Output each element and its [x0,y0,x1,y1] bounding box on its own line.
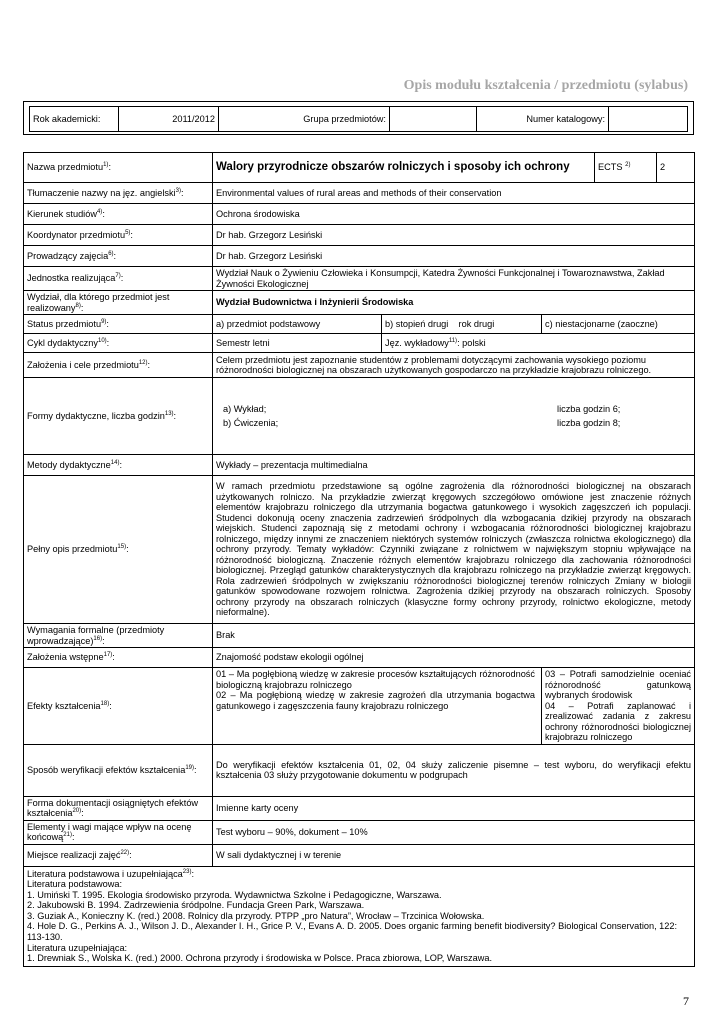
ects-label: ECTS $^{2)}$ [595,153,657,183]
form-lecture: a) Wykład; [223,403,267,414]
objectives-label: Założenia i cele przedmiotu$^{12)}$: [24,353,213,378]
status-type: a) przedmiot podstawowy [213,315,382,334]
literature-section [24,866,695,966]
status-label: Status przedmiotu$^{9)}$: [24,315,213,334]
documentation-label: Forma dokumentacji osiągniętych efektów kształcenia$^{20)}$: [24,796,213,820]
verification-label: Sposób weryfikacji efektów kształcenia$^{19)}$: [24,744,213,796]
academic-info-box [23,101,694,135]
form-exercises: b) Ćwiczenia; [223,417,279,428]
english-name-label: Tłumaczenie nazwy na jęz. angielski$^{3)}$: [24,183,213,204]
course-name-label: Nazwa przedmiotu$^{1)}$: [24,153,213,183]
cycle-label: Cykl dydaktyczny$^{10)}$: [24,334,213,353]
language-value: Jęz. wykładowy$^{11)}$: polski [382,334,695,353]
outcomes-skills: 03 – Potrafi samodzielnie oceniać różnorodność gatunkową wybranych środowisk 04 – Potrafi zaplanować i zrealizować zadania z zakresu ochrony różnorodności biologicznej krajobrazu rolniczego [542,668,695,745]
english-name-value: Environmental values of rural areas and methods of their conservation [213,183,695,204]
grading-label: Elementy i wagi mające wpływ na ocenę końcową$^{21)}$: [24,820,213,844]
outcomes-knowledge: 01 – Ma pogłębioną wiedzę w zakresie procesów kształtujących różnorodność biologiczną krajobrazu rolniczego 02 – Ma pogłębioną wiedzę w zakresie zagrożeń dla utrzymania bogactwa gatunkowego i zagęszczenia fauny krajobrazu rolniczego [213,668,542,745]
description-label: Pełny opis przedmiotu$^{15)}$: [24,476,213,624]
literature-item: 4. Hole D. G., Perkins A. J., Wilson J. D., Alexander I. H., Grice P. V., Evans A. D. 2005. Does organic farming benefit biodiversity? Biological Conservation, 122: 113-130. [27,921,678,943]
status-mode: c) niestacjonarne (zaoczne) [542,315,695,334]
requirements-label: Wymagania formalne (przedmioty wprowadzające)$^{16)}$: [24,624,213,648]
syllabus-table [23,152,695,967]
status-degree: b) stopień drugi rok drugi [382,315,542,334]
course-group-label: Grupa przedmiotów: [219,107,390,132]
form-lecture-hours: liczba godzin 6; [557,403,621,414]
literature-item: 1. Umiński T. 1995. Ekologia środowisko przyroda. Wydawnictwa Szkolne i Pedagogiczne, Warszawa. [27,889,442,900]
description-value: W ramach przedmiotu przedstawione są ogólne zagrożenia dla różnorodności biologicznej na obszarach użytkowanych rolniczo. Na przykładzie zwierząt kręgowych szczegółowo omówione jest znaczenie różnych elementów krajobrazu rolniczego dla utrzymania bogactwa gatunkowego i wysokich zagęszczeń ich populacji. Studenci dokonują oceny znaczenia zadrzewień śródpolnych dla wzbogacania dzikiej przyrody na obszarach wiejskich. Studenci zapoznają się z metodami ochrony i wzbogacania różnorodności biologicznej krajobrazu rolniczego, między innymi ze znaczeniem niektórych systemów rolniczych (zwłaszcza rolnictwa ekologicznego) dla ochrony przyrody. Tematy wykładów: Czynniki związane z rolnictwem w największym stopniu wpływające na różnorodność biologiczną. Znaczenie różnych elementów krajobrazu rolniczego dla zachowania różnorodności biologicznej. Przegląd gatunków charakterystycznych dla krajobrazu rolniczego na przykładzie zwierząt kręgowych. Rola zadrzewień śródpolnych w zwiększaniu różnorodności biologicznej terenów rolniczych Zmiany w biologii gatunków spowodowane rozwojem rolnictwa. Zagrożenia dzikiej przyrody na obszarach rolniczych. Sposoby ochrony przyrody na obszarach rolniczych (klasyczne formy ochrony przyrody, rolnictwo ekologiczne, metody nieformalne). [213,476,695,624]
document-header-title: Opis modułu kształcenia / przedmiotu (sylabus) [403,78,688,93]
outcomes-label: Efekty kształcenia$^{18)}$: [24,668,213,745]
academic-year-label: Rok akademicki: [30,107,119,132]
objectives-value: Celem przedmiotu jest zapoznanie studentów z problemami dotyczącymi zachowania wysokiego poziomu różnorodności biologicznej na obszarach użytkowanych gospodarczo na przykładzie krajobrazu rolniczego. [213,353,695,378]
page-number: 7 [683,994,689,1008]
catalog-number-label: Numer katalogowy: [477,107,609,132]
literature-supplementary-label: Literatura uzupełniająca: [27,942,128,953]
literature-item: 2. Jakubowski B. 1994. Zadrzewienia śródpolne. Fundacja Green Park, Warszawa. [27,900,365,911]
course-group-value [390,107,477,132]
verification-value: Do weryfikacji efektów kształcenia 01, 02, 04 służy zaliczenie pisemne – test wyboru, do weryfikacji efektu kształcenia 03 służy przygotowanie dokumentu w podgrupach [213,744,695,796]
catalog-number-value [609,107,688,132]
location-label: Miejsce realizacji zajęć$^{22)}$: [24,844,213,866]
location-value: W sali dydaktycznej i w terenie [213,844,695,866]
ects-value: 2 [657,153,695,183]
cycle-value: Semestr letni [213,334,382,353]
requirements-value: Brak [213,624,695,648]
coordinator-value: Dr hab. Grzegorz Lesiński [213,225,695,246]
field-of-study-value: Ochrona środowiska [213,204,695,225]
academic-year-value: 2011/2012 [119,107,219,132]
methods-label: Metody dydaktyczne$^{14)}$: [24,455,213,476]
faculty-label: Wydział, dla którego przedmiot jest realizowany$^{8)}$: [24,291,213,315]
forms-value [213,378,695,455]
grading-value: Test wyboru – 90%, dokument – 10% [213,820,695,844]
field-of-study-label: Kierunek studiów$^{4)}$: [24,204,213,225]
instructor-label: Prowadzący zajęcia$^{6)}$: [24,246,213,267]
forms-label: Formy dydaktyczne, liczba godzin$^{13)}$: [24,378,213,455]
methods-value: Wykłady – prezentacja multimedialna [213,455,695,476]
documentation-value: Imienne karty oceny [213,796,695,820]
coordinator-label: Koordynator przedmiotu$^{5)}$: [24,225,213,246]
unit-label: Jednostka realizująca$^{7)}$: [24,267,213,291]
prerequisites-label: Założenia wstępne$^{17)}$: [24,648,213,668]
literature-basic-label: Literatura podstawowa: [27,879,122,890]
unit-value: Wydział Nauk o Żywieniu Człowieka i Konsumpcji, Katedra Żywności Funkcjonalnej i Towaroznawstwa, Zakład Żywności Ekologicznej [213,267,695,291]
instructor-value: Dr hab. Grzegorz Lesiński [213,246,695,267]
literature-label: Literatura podstawowa i uzupełniająca$^{23)}$: [27,868,195,879]
course-name-value: Walory przyrodnicze obszarów rolniczych i sposoby ich ochrony [213,153,595,183]
prerequisites-value: Znajomość podstaw ekologii ogólnej [213,648,695,668]
literature-item: 3. Guziak A., Konieczny K. (red.) 2008. Rolnicy dla przyrody. PTPP „pro Natura”, Wrocław – Trzcinica Wołowska. [27,910,485,921]
literature-supplementary-item: 1. Drewniak S., Wolska K. (red.) 2000. Ochrona przyrody i środowiska w Polsce. Praca zbiorowa, LOP, Warszawa. [27,953,492,964]
form-exercises-hours: liczba godzin 8; [557,417,621,428]
faculty-value: Wydział Budownictwa i Inżynierii Środowiska [213,291,695,315]
